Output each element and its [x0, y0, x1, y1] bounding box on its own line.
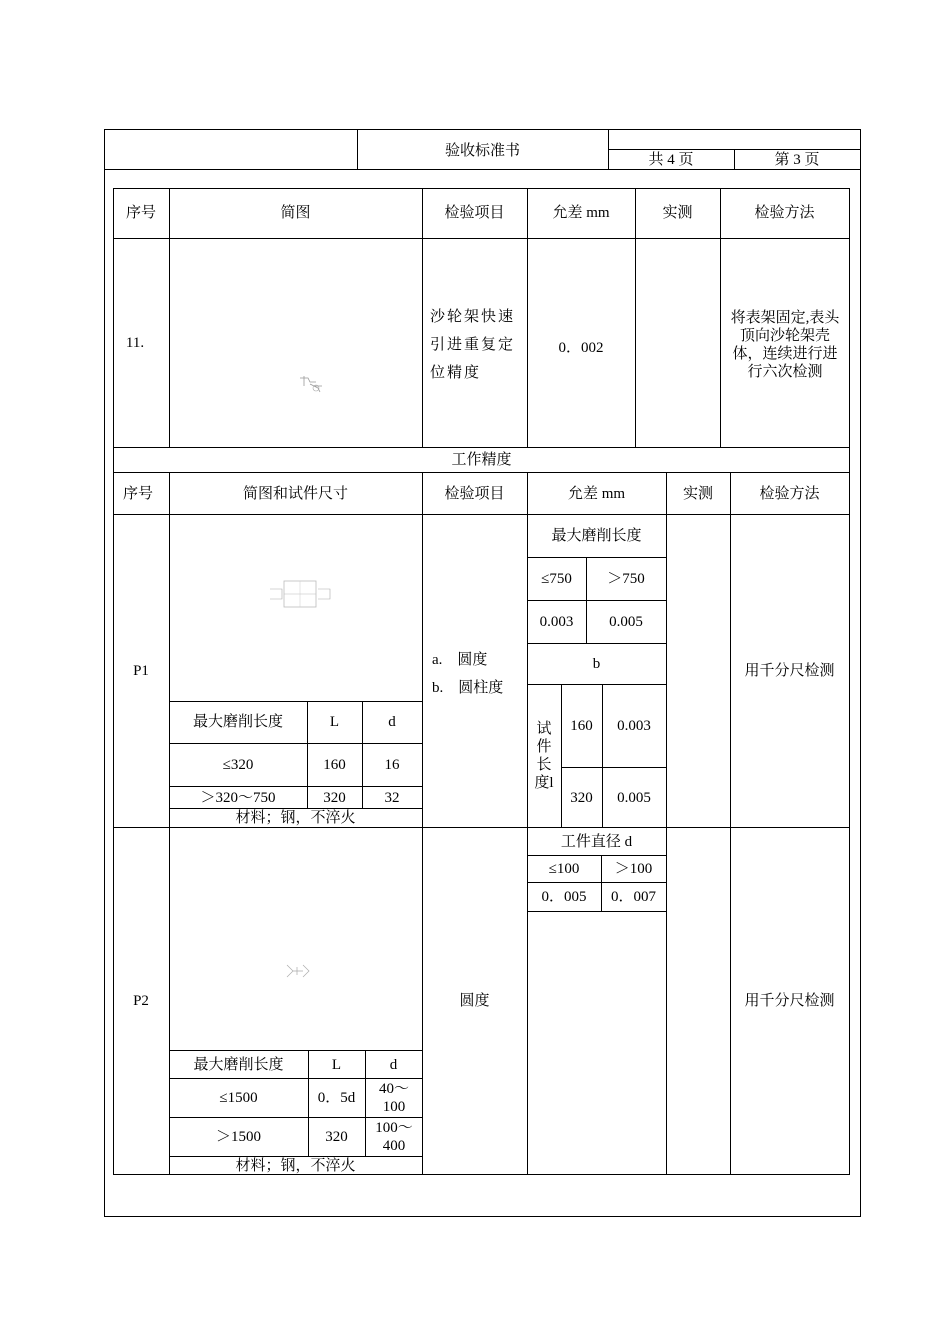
- p2-size-row-d: 100～400: [375, 1120, 413, 1154]
- p1-b-row-len: 160: [570, 718, 593, 734]
- p2-size-row-L: 320: [325, 1129, 348, 1145]
- col2-header-method: 检验方法: [759, 485, 820, 502]
- p2-number: P2: [133, 993, 149, 1009]
- p1-tol-col1: ≤750: [541, 571, 572, 587]
- p1-b-row-len: 320: [570, 789, 593, 806]
- p1-size-row-range: ≤320: [222, 756, 254, 773]
- p1-method: 用千分尺检测: [744, 662, 835, 679]
- p1-size-row-range: ＞320～750: [200, 789, 276, 806]
- p2-method: 用千分尺检测: [744, 993, 835, 1009]
- p1-b-row-val: 0.003: [617, 718, 651, 734]
- p1-test-length-label: 试件长度l: [534, 721, 554, 791]
- p2-size-header-L: L: [331, 1056, 342, 1073]
- inspection-item: 沙轮架快速引进重复定位精度: [430, 309, 516, 381]
- p2-tol-col2: ＞100: [614, 861, 653, 877]
- p1-size-header-d: d: [388, 714, 396, 730]
- p2-size-row-L: 0．5d: [317, 1090, 356, 1106]
- p2-material-note: 材料；钢，不淬火: [235, 1157, 356, 1174]
- p1-tol-val1: 0.003: [539, 614, 574, 630]
- p1-number: P1: [133, 662, 149, 679]
- page-number: 第 3 页: [774, 151, 820, 168]
- col2-header-measured: 实测: [682, 485, 713, 502]
- document-title: 验收标准书: [444, 143, 520, 159]
- p2-tol-val2: 0．007: [610, 889, 656, 905]
- p1-tol-val2: 0.005: [609, 614, 643, 630]
- tolerance-value: 0．002: [558, 340, 604, 356]
- col-header-tolerance: 允差 mm: [552, 205, 610, 221]
- p2-size-header-d: d: [389, 1056, 398, 1073]
- sketch-image: [298, 372, 328, 396]
- p2-size-row-d: 40～100: [378, 1081, 409, 1115]
- col-header-method: 检验方法: [754, 205, 815, 221]
- p1-item-b: b. 圆柱度: [432, 680, 504, 696]
- p1-size-row-d: 16: [384, 756, 400, 773]
- p1-sketch-image: [268, 577, 332, 611]
- row-number: 11.: [125, 334, 145, 351]
- col2-header-tolerance: 允差 mm: [567, 485, 626, 502]
- p1-size-header-L: L: [329, 714, 340, 730]
- p1-size-row-L: 320: [323, 789, 346, 806]
- p2-size-header-range: 最大磨削长度: [193, 1056, 284, 1073]
- p2-item: 圆度: [459, 993, 490, 1009]
- col-header-measured: 实测: [662, 205, 693, 221]
- p2-tol-val1: 0．005: [541, 889, 587, 905]
- col-header-sketch: 简图: [280, 205, 311, 221]
- p1-tol-col2: ＞750: [607, 571, 645, 587]
- p2-sketch-image: [285, 961, 311, 983]
- p2-tol-col1: ≤100: [548, 861, 580, 877]
- p2-tol-title: 工件直径 d: [560, 833, 633, 850]
- p1-item-a: a. 圆度: [432, 652, 488, 668]
- p2-size-row-range: ≤1500: [219, 1090, 258, 1106]
- p1-tol-b-label: b: [592, 656, 601, 672]
- p1-size-row-d: 32: [384, 789, 400, 806]
- col-header-no: 序号: [125, 205, 156, 221]
- p1-size-header-range: 最大磨削长度: [192, 714, 283, 730]
- measured-value: [635, 238, 720, 447]
- p1-b-row-val: 0.005: [617, 789, 651, 806]
- section-title: 工作精度: [451, 452, 512, 468]
- p1-tol-title: 最大磨削长度: [551, 528, 642, 544]
- inspection-method: 将表架固定,表头顶向沙轮架壳体，连续进行进行六次检测: [730, 310, 840, 380]
- p2-size-row-range: ＞1500: [215, 1129, 261, 1145]
- col2-header-sketch: 简图和试件尺寸: [242, 485, 348, 502]
- col2-header-item: 检验项目: [444, 485, 505, 502]
- col2-header-no: 序号: [122, 485, 153, 502]
- p1-size-row-L: 160: [323, 756, 346, 773]
- col-header-item: 检验项目: [444, 205, 505, 221]
- total-pages: 共 4 页: [648, 151, 694, 168]
- p1-material-note: 材料；钢，不淬火: [235, 809, 356, 826]
